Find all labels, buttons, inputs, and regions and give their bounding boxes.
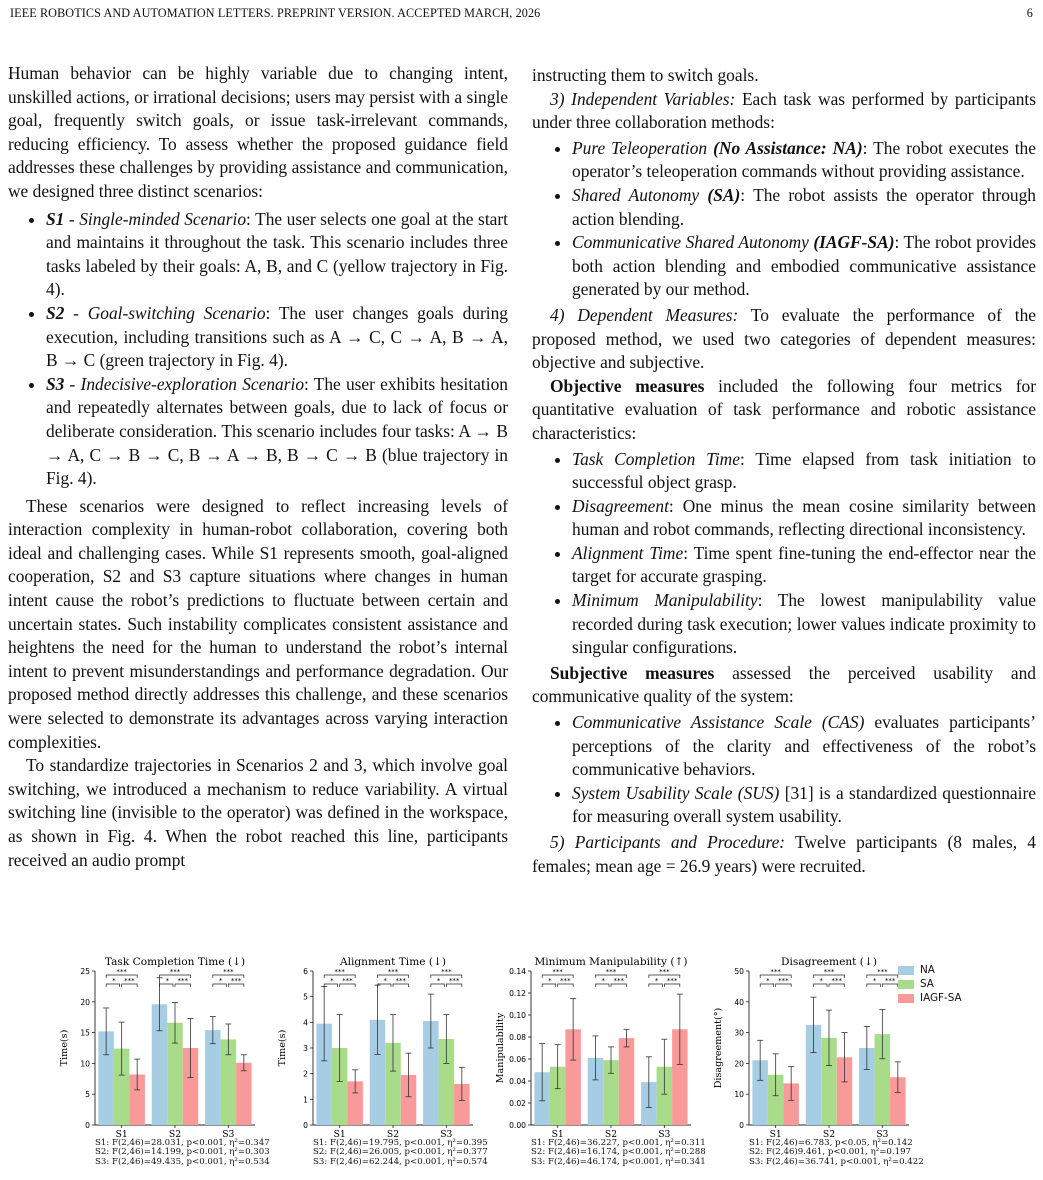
y-axis-label: Manipulability — [495, 1012, 506, 1084]
paragraph — [532, 831, 1036, 878]
significance-marker: * — [165, 977, 169, 985]
x-tick-label: S2 — [822, 1129, 836, 1140]
x-tick-label: S1 — [551, 1129, 564, 1140]
y-tick-label: 0.04 — [509, 1077, 526, 1086]
significance-marker: *** — [395, 977, 406, 985]
right-column — [532, 64, 1036, 878]
x-tick-label: S3 — [658, 1129, 671, 1140]
x-tick-label: S1 — [333, 1129, 346, 1140]
scale-text: evaluates participants’ perceptions of the clarity and effectiveness of the robot’s communicative behaviors. — [572, 712, 1036, 780]
list-item — [572, 137, 1036, 184]
anova-stat-line: S3: F(2,46)=46.174, p<0.001, η²=0.341 — [531, 1156, 706, 1167]
metric-name: Task Completion Time — [572, 448, 740, 469]
significance-marker: *** — [884, 977, 896, 985]
significance-marker: *** — [169, 968, 181, 976]
method-text: : The robot executes the operator’s teleoperation commands without providing assistance. — [572, 137, 1036, 182]
scale-list — [532, 711, 1036, 829]
y-tick-label: 0.02 — [509, 1099, 526, 1108]
significance-marker: *** — [441, 968, 452, 976]
y-tick-label: 25 — [80, 967, 90, 976]
paragraph: These scenarios were designed to reflect increasing levels of interaction complexity in human-robot collaboration, covering both ideal and challenging cases. While S1 represents smooth, goal-aligned cooperation, S2 and S3 capture situations where changes in human intent cause the robot’s predictions to fluctuate between certain and uncertain states. Such instability complicates consistent assistance and heightens the need for the human to understand the robot’s internal intent to prevent misunderstandings and performance degradation. Our proposed method directly addresses this challenge, and these scenarios were selected to demonstrate its advantages across varying interaction complexities. — [8, 495, 508, 752]
subsection-heading: 5) Participants and Procedure: — [550, 832, 786, 852]
method-name: Pure Teleoperation — [572, 137, 708, 158]
method-name: Communicative Shared Autonomy — [572, 232, 809, 253]
y-tick-label: 0.06 — [509, 1055, 526, 1064]
bar — [205, 1030, 221, 1125]
scenario-label: S1 — [46, 208, 65, 229]
significance-marker: * — [218, 977, 223, 985]
paragraph-text: Twelve participants (8 males, 4 females; mean age = 26.9 years) were recruited. — [532, 832, 1036, 876]
y-tick-label: 10 — [80, 1059, 90, 1069]
chart-title: Minimum Manipulability (↑) — [534, 956, 688, 968]
scale-text: [31] is a standardized questionnaire for measuring overall system usability. — [572, 782, 1036, 827]
bold-heading: Subjective measures — [550, 662, 715, 683]
list-item — [572, 231, 1036, 302]
anova-stats — [749, 1139, 924, 1167]
y-axis-label: Time(s) — [277, 1029, 288, 1067]
x-tick-label: S2 — [168, 1129, 182, 1140]
y-tick-label: 50 — [734, 967, 744, 976]
y-tick-label: 20 — [734, 1059, 744, 1069]
significance-marker: *** — [124, 977, 135, 985]
y-tick-label: 3 — [303, 1044, 308, 1053]
significance-marker: *** — [230, 977, 242, 985]
anova-stats — [95, 1139, 270, 1167]
list-item: • S2 - Goal-switching Scenario: The user changes goals during execution, including transitions such as A → C, C → A, B → A, B → C (green trajectory in Fig. 4). — [46, 302, 508, 373]
list-item — [572, 495, 1036, 542]
metric-list — [532, 448, 1036, 660]
y-tick-label: 0.10 — [509, 1011, 526, 1020]
significance-marker: * — [601, 977, 605, 985]
list-item: • S3 - Indecisive-exploration Scenario: The user exhibits hesitation and repeatedly alternates between goals, due to lack of focus or deliberate consideration. This scenario includes four tasks: A → B → A, C → B → C, B → A → B, B → C → B (blue trajectory in Fig. 4). — [46, 373, 508, 491]
anova-stat-line: S2: F(2,46)=14.199, p<0.001, η²=0.303 — [95, 1147, 270, 1158]
anova-stat-line: S3: F(2,46)=62.244, p<0.001, η²=0.574 — [313, 1156, 488, 1167]
metric-text: : The lowest manipulability value recorded during task execution; lower values indicate proximity to singular configurations. — [572, 590, 1036, 658]
significance-marker: *** — [342, 977, 353, 985]
method-text: : The robot provides both action blending and embodied communicative assistance generated by our method. — [572, 232, 1036, 300]
significance-marker: * — [548, 977, 552, 985]
significance-marker: * — [112, 977, 116, 985]
y-tick-label: 0 — [303, 1121, 308, 1130]
x-tick-label: S1 — [769, 1129, 782, 1140]
x-tick-label: S2 — [604, 1129, 618, 1140]
significance-marker: *** — [334, 968, 345, 976]
left-column — [8, 62, 508, 872]
chart-task-completion-time — [50, 955, 270, 1175]
journal-header: IEEE ROBOTICS AND AUTOMATION LETTERS. PREPRINT VERSION. ACCEPTED MARCH, 2026 — [10, 6, 541, 20]
scenario-name: Single-minded Scenario — [79, 208, 247, 229]
significance-marker: *** — [823, 968, 835, 976]
y-tick-label: 0.12 — [509, 989, 526, 998]
x-tick-label: S3 — [876, 1129, 889, 1140]
anova-stat-line: S2: F(2,46)=16.174, p<0.001, η²=0.288 — [531, 1147, 706, 1158]
y-tick-label: 0.14 — [509, 967, 526, 976]
paragraph-text: To evaluate the performance of the proposed method, we used two categories of dependent measures: objective and subjective. — [532, 304, 1036, 373]
legend-item — [898, 977, 962, 991]
bold-heading: Objective measures — [550, 375, 705, 396]
chart-minimum-manipulability — [486, 955, 706, 1175]
anova-stat-line: S3: F(2,46)=36.741, p<0.001, η²=0.422 — [749, 1156, 924, 1167]
y-tick-label: 5 — [85, 1090, 90, 1100]
x-tick-label: S1 — [115, 1129, 128, 1140]
significance-marker: *** — [877, 968, 888, 976]
metric-name: Minimum Manipulability — [572, 590, 758, 611]
bar — [236, 1063, 252, 1125]
chart-svg — [50, 955, 270, 1139]
metric-text: : One minus the mean cosine similarity between human and robot commands, reflecting directional inconsistency. — [572, 495, 1036, 540]
significance-marker: * — [872, 977, 877, 985]
y-tick-label: 2 — [303, 1069, 308, 1079]
metric-text: : Time elapsed from task initiation to successful object grasp. — [572, 448, 1036, 493]
anova-stat-line: S2: F(2,46)9.461, p<0.001, η²=0.197 — [749, 1147, 912, 1158]
y-tick-label: 0.08 — [509, 1033, 526, 1042]
significance-marker: * — [819, 977, 823, 985]
y-tick-label: 15 — [80, 1028, 90, 1038]
results-figure — [50, 955, 990, 1175]
scenario-label: S2 — [46, 302, 65, 323]
anova-stat-line: S1: F(2,46)=36.227, p<0.001, η²=0.311 — [531, 1138, 706, 1148]
list-item — [572, 448, 1036, 495]
list-item — [572, 589, 1036, 660]
method-abbr: (SA) — [707, 184, 741, 205]
legend-swatch — [898, 980, 914, 989]
list-item — [572, 711, 1036, 782]
significance-marker: *** — [116, 968, 127, 976]
significance-marker: *** — [560, 977, 571, 985]
significance-marker: *** — [177, 977, 188, 985]
y-axis-label: Time(s) — [59, 1029, 70, 1067]
significance-marker: *** — [831, 977, 842, 985]
scenario-name: Goal-switching Scenario — [87, 302, 266, 323]
x-tick-label: S2 — [386, 1129, 400, 1140]
paragraph: To standardize trajectories in Scenarios 2 and 3, which involve goal switching, we introduced a mechanism to reduce variability. A virtual switching line (invisible to the operator) was defined in the workspace, as shown in Fig. 4. When the robot reached this line, participants received an audio prompt — [8, 755, 508, 870]
y-tick-label: 0.00 — [509, 1121, 526, 1130]
scenario-text: The user selects one goal at the start and maintains it throughout the task. This scenario includes three tasks labeled by their goals: A, B, and C (yellow trajectory in Fig. 4). — [46, 208, 508, 300]
paragraph-text: assessed the perceived usability and communicative quality of the system: — [532, 662, 1036, 707]
page-number: 6 — [1026, 6, 1033, 20]
scale-name: System Usability Scale (SUS) — [572, 782, 780, 803]
significance-marker: *** — [770, 968, 781, 976]
scenario-list — [8, 208, 508, 491]
legend-swatch — [898, 994, 914, 1003]
running-header — [10, 6, 1033, 22]
legend-label: NA — [920, 964, 935, 976]
significance-marker: *** — [552, 968, 563, 976]
chart-title: Alignment Time (↓) — [339, 956, 447, 968]
significance-marker: *** — [666, 977, 678, 985]
legend-item — [898, 963, 962, 977]
anova-stat-line: S2: F(2,46)=26.005, p<0.001, η²=0.377 — [313, 1147, 488, 1158]
scale-name: Communicative Assistance Scale (CAS) — [572, 712, 865, 733]
y-axis-label: Disagreement(°) — [713, 1007, 724, 1089]
scenario-name: Indecisive-exploration Scenario — [80, 373, 305, 394]
significance-marker: *** — [223, 968, 234, 976]
x-tick-label: S3 — [222, 1129, 235, 1140]
significance-marker: *** — [605, 968, 617, 976]
chart-svg — [704, 955, 924, 1139]
y-tick-label: 10 — [734, 1090, 744, 1100]
significance-marker: * — [654, 977, 659, 985]
paragraph — [532, 375, 1036, 446]
anova-stats — [313, 1139, 488, 1167]
y-tick-label: 0 — [85, 1121, 90, 1130]
anova-stat-line: S1: F(2,46)=19.795, p<0.001, η²=0.395 — [313, 1138, 488, 1148]
chart-alignment-time — [268, 955, 488, 1175]
chart-legend — [898, 963, 962, 1005]
significance-marker: * — [330, 977, 334, 985]
significance-marker: *** — [659, 968, 670, 976]
list-item — [572, 184, 1036, 231]
significance-marker: * — [383, 977, 387, 985]
significance-marker: *** — [448, 977, 460, 985]
method-list — [532, 137, 1036, 302]
y-tick-label: 30 — [734, 1028, 744, 1038]
paragraph — [532, 662, 1036, 709]
paragraph: Human behavior can be highly variable due to changing intent, unskilled actions, or irrational decisions; users may persist with a single goal, frequently switch goals, or issue task-irrelevant commands, reducing efficiency. To assess whether the proposed guidance field addresses these challenges by providing assistance and communication, we designed three distinct scenarios: — [8, 63, 508, 201]
paragraph-text: included the following four metrics for quantitative evaluation of task performance and robotic assistance characteristics: — [532, 375, 1036, 443]
chart-disagreement — [704, 955, 924, 1175]
paragraph — [532, 304, 1036, 375]
paragraph: instructing them to switch goals. — [532, 65, 759, 85]
subsection-heading: 3) Independent Variables: — [550, 88, 736, 109]
y-tick-label: 6 — [303, 967, 308, 976]
method-abbr: (No Assistance: NA) — [713, 137, 863, 158]
bar — [619, 1038, 635, 1125]
chart-title: Task Completion Time (↓) — [104, 956, 246, 968]
method-abbr: (IAGF-SA) — [813, 232, 895, 253]
significance-marker: * — [766, 977, 770, 985]
legend-swatch — [898, 966, 914, 975]
method-text: : The robot assists the operator through action blending. — [572, 184, 1036, 229]
legend-label: IAGF-SA — [920, 992, 962, 1004]
y-tick-label: 0 — [739, 1121, 744, 1130]
chart-title: Disagreement (↓) — [781, 956, 877, 968]
legend-label: SA — [920, 978, 934, 990]
list-item: • S1 - Single-minded Scenario: The user selects one goal at the start and maintains it throughout the task. This scenario includes three tasks labeled by their goals: A, B, and C (yellow trajectory in Fig. 4). — [46, 208, 508, 302]
y-tick-label: 40 — [734, 997, 744, 1007]
y-tick-label: 20 — [80, 997, 90, 1007]
significance-marker: *** — [778, 977, 789, 985]
list-item — [572, 542, 1036, 589]
anova-stat-line: S3: F(2,46)=49.435, p<0.001, η²=0.534 — [95, 1156, 270, 1167]
y-tick-label: 1 — [303, 1095, 308, 1105]
list-item — [572, 782, 1036, 829]
scenario-label: S3 — [46, 373, 65, 394]
metric-name: Disagreement — [572, 495, 669, 516]
significance-marker: * — [436, 977, 441, 985]
anova-stat-line: S1: F(2,46)=6.783, p<0.05, η²=0.142 — [749, 1138, 913, 1148]
y-tick-label: 4 — [303, 1018, 308, 1028]
x-tick-label: S3 — [440, 1129, 453, 1140]
y-tick-label: 5 — [303, 992, 308, 1002]
metric-text: : Time spent fine-tuning the end-effector near the target for accurate grasping. — [572, 542, 1036, 587]
significance-marker: *** — [387, 968, 399, 976]
chart-svg — [268, 955, 488, 1139]
scenario-text: The user exhibits hesitation and repeatedly alternates between goals, due to lack of focus or deliberate consideration. This scenario includes four tasks: A → B → A, C → B → C, B → A → B, B → C → B (blue trajectory in Fig. 4). — [46, 373, 508, 489]
scenario-text: The user changes goals during execution, including transitions such as A → C, C → A, B → A, B → C (green trajectory in Fig. 4). — [46, 302, 508, 371]
anova-stats — [531, 1139, 706, 1167]
method-name: Shared Autonomy — [572, 184, 700, 205]
subsection-heading: 4) Dependent Measures: — [550, 304, 739, 325]
paragraph — [532, 88, 1036, 135]
legend-item — [898, 991, 962, 1005]
anova-stat-line: S1: F(2,46)=28.031, p<0.001, η²=0.347 — [95, 1138, 270, 1148]
chart-svg — [486, 955, 706, 1139]
significance-marker: *** — [613, 977, 624, 985]
metric-name: Alignment Time — [572, 542, 684, 563]
paragraph-text: Each task was performed by participants under three collaboration methods: — [532, 88, 1037, 133]
